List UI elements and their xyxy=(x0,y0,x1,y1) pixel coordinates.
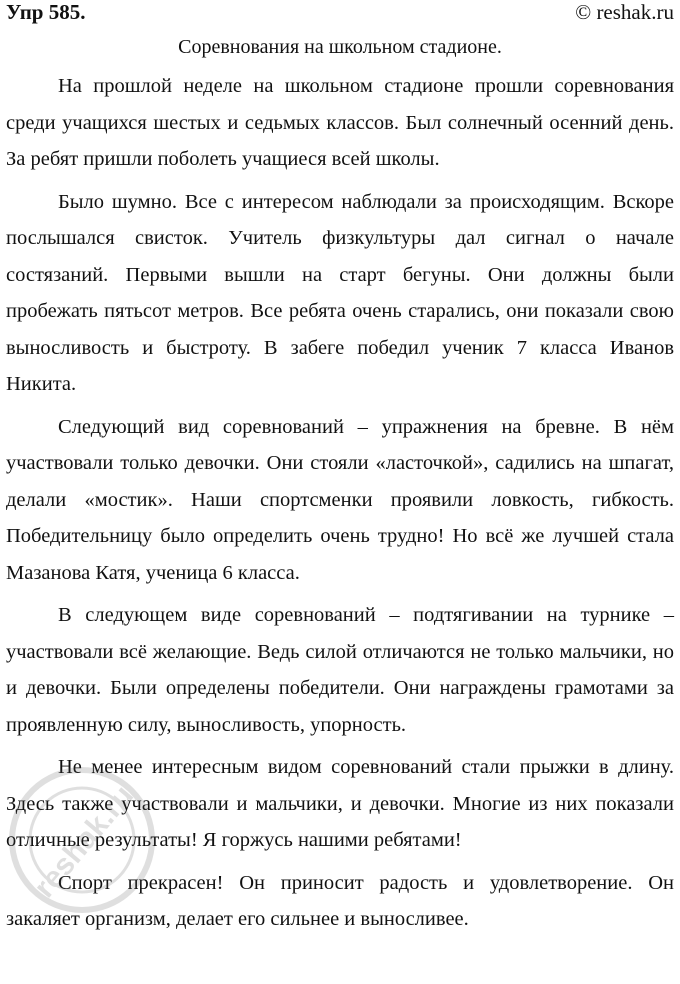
page-header xyxy=(0,0,680,30)
paragraph-4: В следующем виде соревнований – подтягивании на турнике – участвовали всё желающие. Ведь силой отличаются не только мальчики, но и девочки. Были определены победители. Они награждены грамотами за проявленную силу, выносливость, упорность. xyxy=(6,604,674,736)
paragraph-3: Следующий вид соревнований – упражнения на бревне. В нём участвовали только девочки. Они стояли «ласточкой», садились на шпагат, делали «мостик». Наши спортсменки проявили ловкость, гибкость. Победительницу было определить очень трудно! Но всё же лучшей стала Мазанова Катя, ученица 6 класса. xyxy=(6,415,674,584)
exercise-number: Упр 585. xyxy=(6,0,86,24)
document-body xyxy=(6,68,674,944)
paragraph-6: Спорт прекрасен! Он приносит радость и удовлетворение. Он закаляет организм, делает его сильнее и выносливее. xyxy=(6,871,674,930)
watermark-text: reshak.ru xyxy=(27,779,140,904)
source-credit: © reshak.ru xyxy=(575,0,674,24)
document-title: Соревнования на школьном стадионе. xyxy=(178,36,502,58)
paragraph-1: На прошлой неделе на школьном стадионе прошли соревнования среди учащихся шестых и седьмых классов. Был солнечный осенний день. За ребят пришли поболеть учащиеся всей школы. xyxy=(6,75,674,170)
paragraph-2: Было шумно. Все с интересом наблюдали за происходящим. Вскоре послышался свисток. Учитель физкультуры дал сигнал о начале состязаний. Первыми вышли на старт бегуны. Они должны были пробежать пятьсот метров. Все ребята очень старались, они показали свою выносливость и быстроту. В забеге победил ученик 7 класса Иванов Никита. xyxy=(6,190,674,395)
paragraph-5: Не менее интересным видом соревнований стали прыжки в длину. Здесь также участвовали и мальчики, и девочки. Многие из них показали отличные результаты! Я горжусь нашими ребятами! xyxy=(6,756,674,851)
